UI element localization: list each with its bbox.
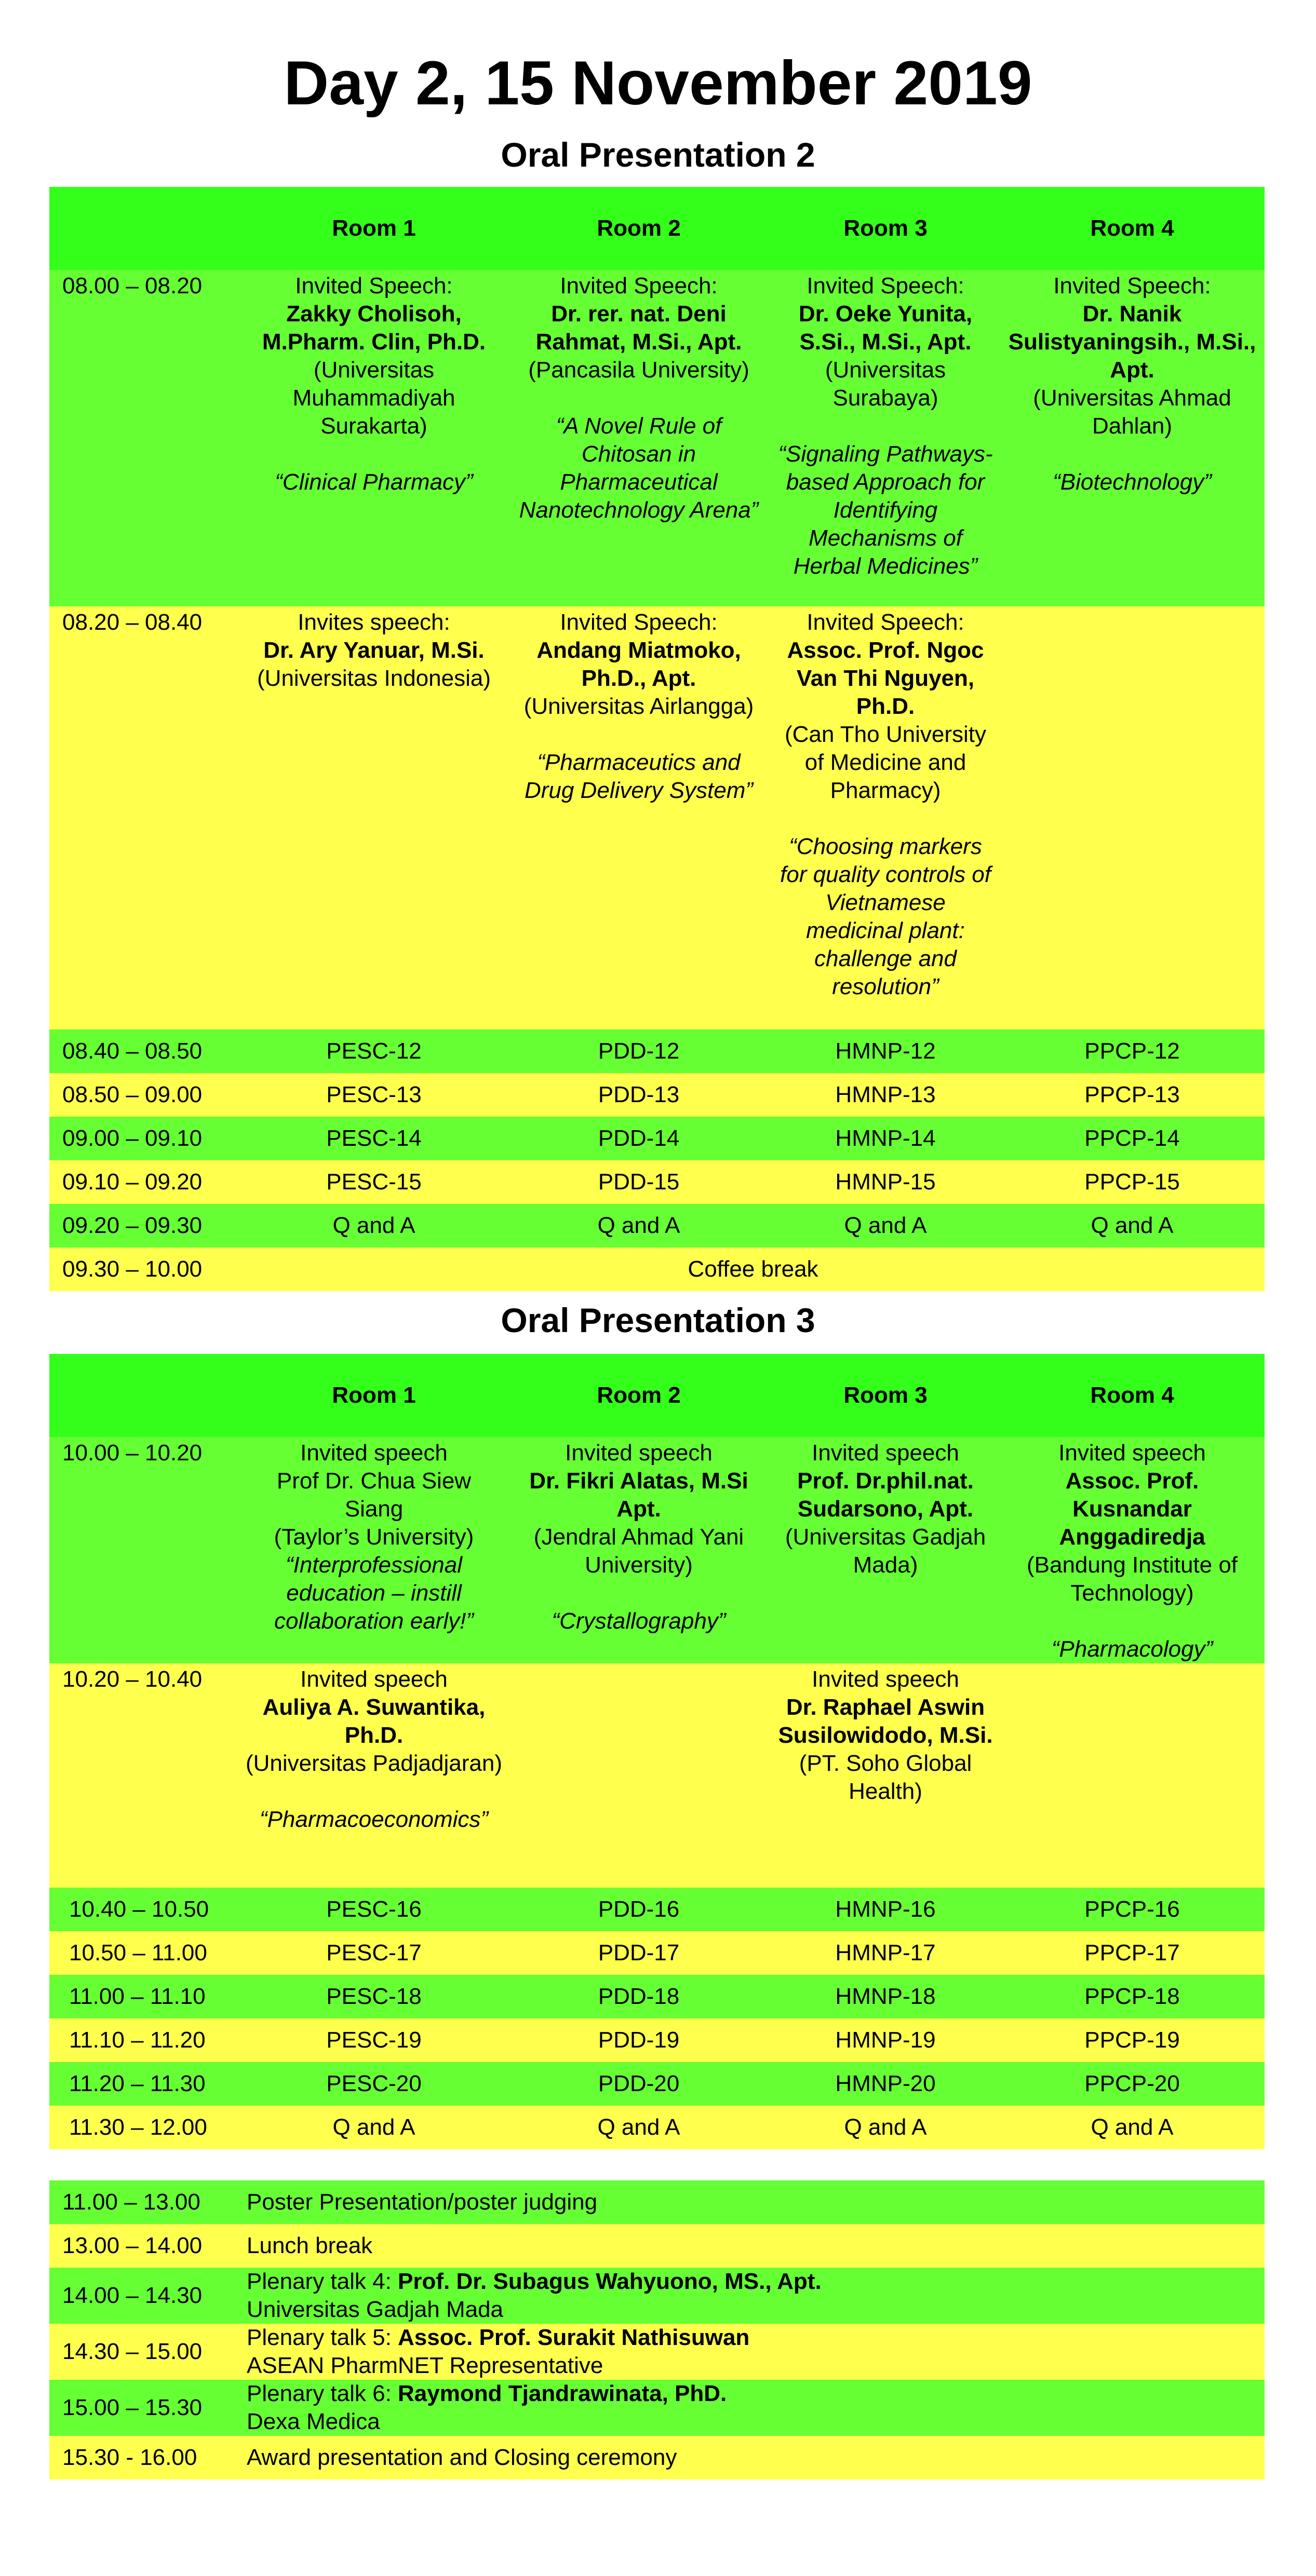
schedule-row — [49, 1160, 1265, 1204]
talk-topic: “Pharmacoeconomics” — [259, 1807, 489, 1832]
schedule-row — [49, 1117, 1265, 1160]
session-3-table — [49, 1354, 1265, 2149]
slot-room-2: PDD-16 — [598, 1896, 680, 1922]
invited-label: Invited speech — [1058, 1440, 1206, 1466]
slot-room-4: PPCP-12 — [1084, 1038, 1180, 1064]
invited-cell-room-4 — [1000, 606, 1265, 1029]
slot-room-4: PPCP-14 — [1084, 1126, 1180, 1151]
speaker-name: Dr. Fikri Alatas, M.Si Apt. — [529, 1468, 748, 1522]
schedule-row — [49, 1073, 1265, 1117]
time-cell: 14.00 – 14.30 — [62, 2283, 203, 2308]
speaker-name: Zakky Cholisoh, M.Pharm. Clin, Ph.D. — [262, 301, 486, 355]
slot-room-1: PESC-13 — [326, 1082, 422, 1107]
invited-label: Invited speech — [300, 1440, 448, 1466]
slot-room-3: HMNP-16 — [835, 1896, 936, 1922]
invited-row — [49, 1663, 1265, 1888]
slot-room-4: PPCP-15 — [1084, 1169, 1180, 1195]
time-cell: 14.30 – 15.00 — [62, 2339, 203, 2364]
slot-room-3: HMNP-15 — [835, 1169, 936, 1195]
afternoon-row — [49, 2224, 1265, 2268]
speaker-name: Assoc. Prof. Kusnandar Anggadiredja — [1059, 1468, 1205, 1550]
talk-topic: “Choosing markers for quality controls of Vietnamese medicinal plant: challenge and resolution” — [780, 834, 991, 999]
invited-label: Invited Speech: — [807, 609, 964, 635]
slot-room-3: HMNP-14 — [835, 1126, 936, 1151]
speaker-affiliation: Dexa Medica — [247, 2409, 380, 2434]
time-cell: 09.00 – 09.10 — [62, 1126, 203, 1151]
speaker-institution: (PT. Soho Global Health) — [799, 1751, 972, 1804]
speaker-affiliation: Universitas Gadjah Mada — [247, 2297, 504, 2322]
afternoon-row — [49, 2324, 1265, 2380]
invited-cell-room-1 — [241, 606, 506, 1029]
speaker-name: Dr. Nanik Sulistyaningsih., M.Si., Apt. — [1008, 301, 1256, 383]
afternoon-table — [49, 2180, 1265, 2479]
time-cell: 15.30 - 16.00 — [62, 2445, 197, 2470]
slot-room-1: PESC-16 — [326, 1896, 422, 1922]
invited-label: Invited Speech: — [295, 273, 453, 299]
slot-room-3: HMNP-13 — [835, 1082, 936, 1107]
time-cell: 15.00 – 15.30 — [62, 2395, 203, 2420]
invited-cell-room-2 — [506, 606, 771, 1029]
speaker-name: Dr. Raphael Aswin Susilowidodo, M.Si. — [778, 1694, 993, 1748]
slot-room-1: PESC-20 — [326, 2071, 422, 2096]
schedule-row — [49, 1931, 1265, 1975]
talk-topic: “Biotechnology” — [1053, 469, 1212, 495]
slot-room-1: PESC-17 — [326, 1940, 422, 1965]
time-cell: 10.00 – 10.20 — [62, 1440, 203, 1466]
speaker-name: Dr. Oeke Yunita, S.Si., M.Si., Apt. — [798, 301, 973, 355]
invited-cell-room-2 — [506, 1663, 771, 1888]
slot-room-1: PESC-18 — [326, 1984, 422, 2009]
slot-room-2: PDD-17 — [598, 1940, 680, 1965]
slot-room-1: Q and A — [332, 1213, 415, 1238]
plenary-talk — [247, 2380, 1265, 2436]
talk-topic: “Crystallography” — [552, 1608, 726, 1634]
invited-label: Invited speech — [300, 1666, 448, 1692]
slot-room-4: Q and A — [1091, 1213, 1174, 1238]
session-2-table — [49, 187, 1265, 1291]
invited-cell-room-3 — [771, 606, 1000, 1029]
speaker-name: Raymond Tjandrawinata, PhD. — [398, 2381, 727, 2406]
slot-room-2: PDD-15 — [598, 1169, 680, 1195]
session-3-header-row — [49, 1354, 1265, 1437]
schedule-row — [49, 2018, 1265, 2062]
slot-room-1: PESC-14 — [326, 1126, 422, 1151]
speaker-name: Assoc. Prof. Surakit Nathisuwan — [398, 2325, 750, 2350]
slot-room-2: Q and A — [597, 2114, 680, 2140]
invited-label: Invited speech — [812, 1440, 959, 1466]
speaker-institution: (Universitas Muhammadiyah Surakarta) — [292, 357, 455, 439]
time-cell: 13.00 – 14.00 — [62, 2233, 203, 2258]
talk-topic: “Pharmacology” — [1051, 1636, 1213, 1662]
slot-room-2: PDD-14 — [598, 1126, 680, 1151]
speaker-name: Dr. rer. nat. Deni Rahmat, M.Si., Apt. — [535, 301, 742, 355]
time-cell: 08.50 – 09.00 — [62, 1082, 203, 1107]
slot-room-2: Q and A — [597, 1213, 680, 1238]
header-room-4: Room 4 — [1090, 1382, 1174, 1408]
slot-room-1: PESC-12 — [326, 1038, 422, 1064]
slot-room-1: PESC-15 — [326, 1169, 422, 1195]
slot-room-2: PDD-20 — [598, 2071, 680, 2096]
talk-topic: “A Novel Rule of Chitosan in Pharmaceutical Nanotechnology Arena” — [519, 413, 759, 523]
invited-label: Invited Speech: — [1053, 273, 1211, 299]
invited-label: Invited Speech: — [807, 273, 964, 299]
slot-room-3: HMNP-17 — [835, 1940, 936, 1965]
invited-cell-room-1 — [241, 1663, 506, 1888]
schedule-row — [49, 1204, 1265, 1248]
invited-label: Invites speech: — [298, 609, 450, 635]
speaker-institution: (Jendral Ahmad Yani University) — [533, 1524, 744, 1578]
time-cell: 08.20 – 08.40 — [62, 609, 203, 635]
invited-label: Invited Speech: — [560, 609, 718, 635]
coffee-break-label: Coffee break — [688, 1256, 818, 1282]
speaker-name: Assoc. Prof. Ngoc Van Thi Nguyen, Ph.D. — [787, 638, 984, 719]
slot-room-4: PPCP-19 — [1084, 2027, 1180, 2053]
time-cell: 10.50 – 11.00 — [69, 1940, 207, 1965]
afternoon-row — [49, 2180, 1265, 2224]
invited-cell-room-3 — [771, 1663, 1000, 1888]
time-cell: 11.30 – 12.00 — [69, 2114, 207, 2140]
invited-cell-room-4 — [1000, 270, 1265, 606]
time-cell: 11.00 – 13.00 — [62, 2189, 200, 2215]
speaker-institution: (Universitas Gadjah Mada) — [785, 1524, 986, 1578]
slot-room-3: HMNP-19 — [835, 2027, 936, 2053]
speaker-institution: (Universitas Airlangga) — [523, 694, 754, 719]
slot-room-4: PPCP-13 — [1084, 1082, 1180, 1107]
time-cell: 11.00 – 11.10 — [69, 1984, 206, 2009]
speaker-affiliation: ASEAN PharmNET Representative — [247, 2353, 603, 2378]
header-room-1: Room 1 — [332, 215, 416, 241]
invited-cell-room-3 — [771, 1437, 1000, 1663]
plenary-label: Plenary talk 6: — [247, 2381, 398, 2406]
invited-cell-room-4 — [1000, 1437, 1265, 1663]
event-text: Lunch break — [247, 2233, 373, 2258]
session-3-heading: Oral Presentation 3 — [501, 1301, 815, 1339]
event-text: Poster Presentation/poster judging — [247, 2189, 598, 2215]
slot-room-4: PPCP-17 — [1084, 1940, 1180, 1965]
header-room-3: Room 3 — [843, 215, 928, 241]
header-room-2: Room 2 — [597, 1382, 681, 1408]
talk-topic: “Interprofessional education – instill collaboration early!” — [274, 1552, 474, 1634]
header-room-4: Room 4 — [1090, 215, 1174, 241]
talk-topic: “Pharmaceutics and Drug Delivery System” — [524, 750, 754, 803]
invited-cell-room-2 — [506, 270, 771, 606]
time-cell: 09.20 – 09.30 — [62, 1213, 203, 1238]
speaker-name: Dr. Ary Yanuar, M.Si. — [263, 638, 485, 663]
afternoon-row — [49, 2380, 1265, 2436]
time-cell: 09.10 – 09.20 — [62, 1169, 203, 1195]
schedule-row — [49, 2062, 1265, 2106]
slot-room-4: PPCP-20 — [1084, 2071, 1180, 2096]
slot-room-2: PDD-18 — [598, 1984, 680, 2009]
plenary-talk — [247, 2324, 1265, 2380]
speaker-name: Prof Dr. Chua Siew Siang — [276, 1468, 472, 1522]
talk-topic: “Clinical Pharmacy” — [275, 469, 473, 495]
slot-room-3: Q and A — [844, 1213, 927, 1238]
time-cell: 11.10 – 11.20 — [69, 2027, 206, 2053]
slot-room-4: PPCP-18 — [1084, 1984, 1180, 2009]
slot-room-4: Q and A — [1091, 2114, 1174, 2140]
invited-row — [49, 1437, 1265, 1663]
plenary-label: Plenary talk 5: — [247, 2325, 398, 2350]
schedule-row — [49, 1975, 1265, 2018]
speaker-name: Prof. Dr. Subagus Wahyuono, MS., Apt. — [398, 2269, 822, 2294]
slot-room-1: Q and A — [332, 2114, 415, 2140]
speaker-institution: (Universitas Surabaya) — [825, 357, 946, 411]
invited-cell-room-4 — [1000, 1663, 1265, 1888]
slot-room-3: HMNP-12 — [835, 1038, 936, 1064]
speaker-institution: (Bandung Institute of Technology) — [1026, 1552, 1238, 1606]
slot-room-3: HMNP-20 — [835, 2071, 936, 2096]
slot-room-3: HMNP-18 — [835, 1984, 936, 2009]
time-cell: 10.20 – 10.40 — [62, 1666, 203, 1692]
talk-topic: “Signaling Pathways-based Approach for Identifying Mechanisms of Herbal Medicines” — [778, 441, 993, 579]
session-2-heading: Oral Presentation 2 — [501, 135, 815, 174]
plenary-label: Plenary talk 4: — [247, 2269, 398, 2294]
afternoon-row — [49, 2268, 1265, 2324]
header-time-cell — [49, 187, 241, 270]
event-text: Award presentation and Closing ceremony — [247, 2445, 677, 2470]
slot-room-1: PESC-19 — [326, 2027, 422, 2053]
slot-room-4: PPCP-16 — [1084, 1896, 1180, 1922]
invited-cell-room-2 — [506, 1437, 771, 1663]
schedule-row — [49, 1029, 1265, 1073]
speaker-institution: (Can Tho University of Medicine and Pharmacy) — [785, 722, 986, 803]
speaker-name: Auliya A. Suwantika, Ph.D. — [262, 1694, 486, 1748]
session-2-header-row — [49, 187, 1265, 270]
invited-cell-room-1 — [241, 1437, 506, 1663]
header-room-3: Room 3 — [843, 1382, 928, 1408]
schedule-row — [49, 2106, 1265, 2149]
plenary-talk — [247, 2268, 1265, 2324]
invited-cell-room-1 — [241, 270, 506, 606]
header-room-2: Room 2 — [597, 215, 681, 241]
invited-label: Invited Speech: — [560, 273, 718, 299]
invited-row — [49, 606, 1265, 1029]
speaker-institution: (Universitas Ahmad Dahlan) — [1033, 385, 1231, 439]
schedule-row — [49, 1888, 1265, 1931]
time-cell: 09.30 – 10.00 — [62, 1256, 203, 1282]
slot-room-2: PDD-13 — [598, 1082, 680, 1107]
slot-room-2: PDD-12 — [598, 1038, 680, 1064]
invited-label: Invited speech — [565, 1440, 713, 1466]
speaker-name: Prof. Dr.phil.nat. Sudarsono, Apt. — [797, 1468, 974, 1522]
header-time-cell — [49, 1354, 241, 1437]
invited-label: Invited speech — [812, 1666, 959, 1692]
header-room-1: Room 1 — [332, 1382, 416, 1408]
invited-row — [49, 270, 1265, 606]
page-title: Day 2, 15 November 2019 — [284, 48, 1032, 118]
speaker-institution: (Universitas Padjadjaran) — [246, 1751, 502, 1776]
slot-room-2: PDD-19 — [598, 2027, 680, 2053]
coffee-break-row — [49, 1248, 1265, 1291]
slot-room-3: Q and A — [844, 2114, 927, 2140]
time-cell: 08.00 – 08.20 — [62, 273, 203, 299]
afternoon-row — [49, 2436, 1265, 2479]
time-cell: 08.40 – 08.50 — [62, 1038, 203, 1064]
speaker-name: Andang Miatmoko, Ph.D., Apt. — [536, 638, 741, 691]
time-cell: 10.40 – 10.50 — [69, 1896, 209, 1922]
invited-cell-room-3 — [771, 270, 1000, 606]
speaker-institution: (Pancasila University) — [528, 357, 749, 383]
speaker-institution: (Universitas Indonesia) — [257, 666, 491, 691]
time-cell: 11.20 – 11.30 — [69, 2071, 206, 2096]
speaker-institution: (Taylor’s University) — [274, 1524, 474, 1550]
